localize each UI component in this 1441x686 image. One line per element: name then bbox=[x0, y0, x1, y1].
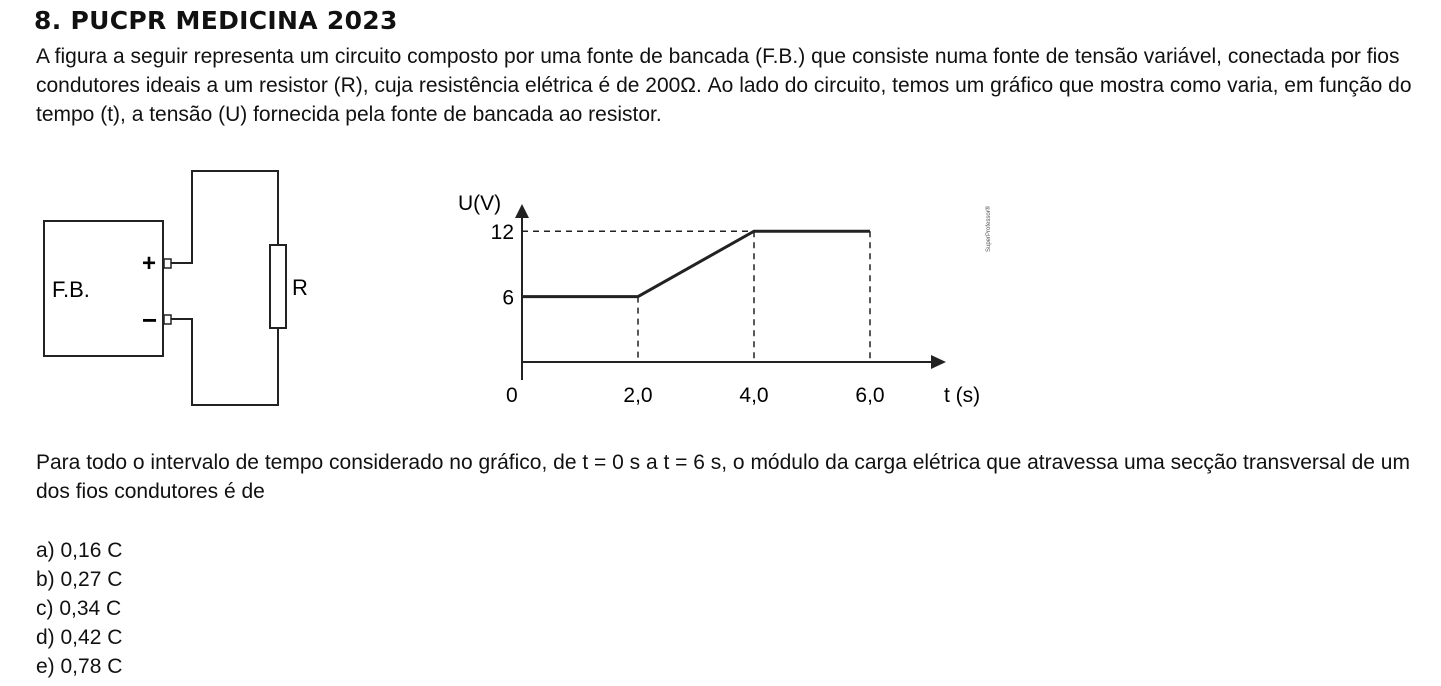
bottom-wire bbox=[171, 319, 278, 405]
x-tick-label: 4,0 bbox=[739, 384, 769, 407]
question-intro: A figura a seguir representa um circuito composto por uma fonte de bancada (F.B.) que consiste numa fonte de tensão variável, conectada por fios condutores ideais a um resistor (R), cuja resistência elétrica é de 200Ω. Ao lado do circuito, temos um gráfico que mostra como varia, em função do tempo (t), a tensão (U) fornecida pela fonte de bancada ao resistor. bbox=[36, 45, 1412, 126]
option-d[interactable]: d) 0,42 C bbox=[36, 626, 123, 649]
plus-terminal-sign: + bbox=[142, 250, 157, 277]
plus-terminal bbox=[164, 259, 171, 268]
watermark-text: SuperProfessor® bbox=[986, 205, 992, 252]
y-axis-arrow-icon bbox=[515, 204, 529, 218]
minus-terminal bbox=[164, 315, 171, 324]
bench-source-label: F.B. bbox=[52, 277, 90, 302]
minus-terminal-sign: − bbox=[142, 305, 158, 335]
x-axis-arrow-icon bbox=[931, 355, 946, 369]
answer-options bbox=[36, 536, 122, 681]
y-tick-label: 6 bbox=[502, 286, 514, 310]
x-axis-label: t (s) bbox=[944, 384, 981, 407]
x-tick-label: 0 bbox=[506, 384, 518, 407]
option-e[interactable]: e) 0,78 C bbox=[36, 655, 123, 678]
y-axis-label: U(V) bbox=[458, 192, 502, 215]
circuit-diagram bbox=[36, 165, 326, 415]
top-wire bbox=[171, 171, 278, 263]
resistor-label: R bbox=[292, 275, 308, 300]
x-tick-label: 2,0 bbox=[623, 384, 653, 407]
resistor bbox=[270, 245, 286, 328]
x-tick-label: 6,0 bbox=[855, 384, 885, 407]
y-tick-label: 12 bbox=[490, 221, 514, 245]
question-prompt: Para todo o intervalo de tempo considerado no gráfico, de t = 0 s a t = 6 s, o módulo da carga elétrica que atravessa uma secção transversal de um dos fios condutores é de bbox=[36, 451, 1410, 503]
option-c[interactable]: c) 0,34 C bbox=[36, 597, 122, 620]
voltage-series-line bbox=[522, 231, 870, 296]
option-a[interactable]: a) 0,16 C bbox=[36, 539, 123, 562]
option-b[interactable]: b) 0,27 C bbox=[36, 568, 123, 591]
question-title: 8. PUCPR MEDICINA 2023 bbox=[34, 6, 398, 35]
voltage-time-graph bbox=[440, 180, 1000, 420]
